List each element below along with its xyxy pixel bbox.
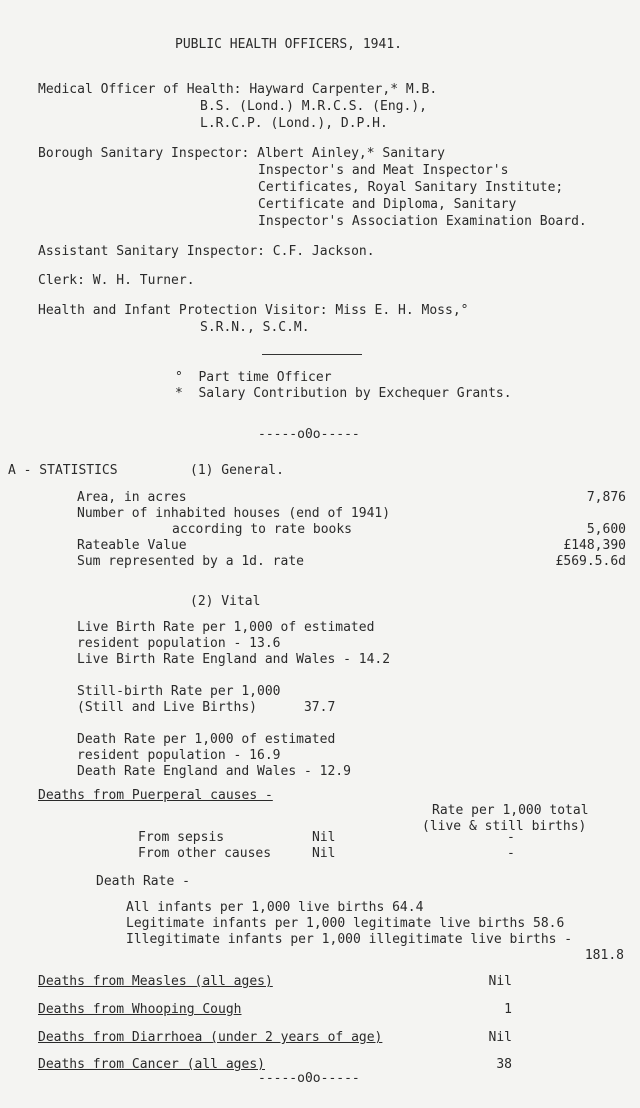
note-exchequer: * Salary Contribution by Exchequer Grants. xyxy=(175,386,512,401)
deaths-label: Deaths from Cancer (all ages) xyxy=(38,1057,265,1072)
death-rate-line: Legitimate infants per 1,000 legitimate live births 58.6 xyxy=(126,916,565,931)
deaths-value: Nil xyxy=(488,974,512,989)
puerperal-rate: - xyxy=(507,830,515,845)
general-label: according to rate books xyxy=(172,522,353,537)
vital-line: Death Rate per 1,000 of estimated xyxy=(77,732,336,747)
bsi-line: Borough Sanitary Inspector: Albert Ainley,* Sanitary xyxy=(38,146,445,161)
vital-heading: (2) Vital xyxy=(190,594,261,609)
general-label: Sum represented by a 1d. rate xyxy=(77,554,304,569)
general-label: Number of inhabited houses (end of 1941) xyxy=(77,506,391,521)
clerk: Clerk: W. H. Turner. xyxy=(38,273,195,288)
vital-line: Live Birth Rate per 1,000 of estimated xyxy=(77,620,375,635)
death-rate-heading: Death Rate - xyxy=(96,874,190,889)
general-label: Area, in acres xyxy=(77,490,187,505)
puerperal-value: Nil xyxy=(312,830,336,845)
deaths-label: Deaths from Diarrhoea (under 2 years of age) xyxy=(38,1030,383,1045)
moh-line: L.R.C.P. (Lond.), D.P.H. xyxy=(200,116,388,131)
general-value: 5,600 xyxy=(586,522,626,537)
page-title: PUBLIC HEALTH OFFICERS, 1941. xyxy=(175,37,402,52)
deaths-value: 38 xyxy=(496,1057,512,1072)
puerperal-heading: Deaths from Puerperal causes - xyxy=(38,788,273,803)
puerperal-label: From other causes xyxy=(138,846,272,861)
bsi-line: Certificates, Royal Sanitary Institute; xyxy=(258,180,564,195)
general-value: £148,390 xyxy=(563,538,626,553)
general-value: £569.5.6d xyxy=(555,554,626,569)
section-a-heading: A - STATISTICS xyxy=(8,463,118,478)
vital-line: (Still and Live Births) 37.7 xyxy=(77,700,336,715)
vital-line: resident population - 13.6 xyxy=(77,636,281,651)
puerperal-rate: - xyxy=(507,846,515,861)
rate-header: (live & still births) xyxy=(422,819,587,834)
separator: -----o0o----- xyxy=(258,1071,360,1086)
deaths-label: Deaths from Whooping Cough xyxy=(38,1002,242,1017)
bsi-line: Inspector's and Meat Inspector's xyxy=(258,163,509,178)
hipv-line: S.R.N., S.C.M. xyxy=(200,320,310,335)
puerperal-label: From sepsis xyxy=(138,830,225,845)
bsi-line: Inspector's Association Examination Board. xyxy=(258,214,587,229)
vital-line: Death Rate England and Wales - 12.9 xyxy=(77,764,351,779)
hipv-line: Health and Infant Protection Visitor: Miss E. H. Moss,° xyxy=(38,303,469,318)
note-part-time: ° Part time Officer xyxy=(175,370,332,385)
moh-line: B.S. (Lond.) M.R.C.S. (Eng.), xyxy=(200,99,427,114)
separator: -----o0o----- xyxy=(258,427,360,442)
deaths-label: Deaths from Measles (all ages) xyxy=(38,974,273,989)
vital-line: resident population - 16.9 xyxy=(77,748,281,763)
death-rate-tail: 181.8 xyxy=(584,948,624,963)
moh-line: Medical Officer of Health: Hayward Carpenter,* M.B. xyxy=(38,82,438,97)
general-label: Rateable Value xyxy=(77,538,187,553)
vital-line: Live Birth Rate England and Wales - 14.2 xyxy=(77,652,391,667)
general-heading: (1) General. xyxy=(190,463,284,478)
bsi-line: Certificate and Diploma, Sanitary xyxy=(258,197,517,212)
deaths-value: 1 xyxy=(504,1002,512,1017)
death-rate-line: Illegitimate infants per 1,000 illegitimate live births - xyxy=(126,932,573,947)
rate-header: Rate per 1,000 total xyxy=(432,803,589,818)
vital-line: Still-birth Rate per 1,000 xyxy=(77,684,281,699)
assistant-sanitary-inspector: Assistant Sanitary Inspector: C.F. Jackson. xyxy=(38,244,375,259)
deaths-value: Nil xyxy=(488,1030,512,1045)
puerperal-value: Nil xyxy=(312,846,336,861)
death-rate-line: All infants per 1,000 live births 64.4 xyxy=(126,900,424,915)
general-value: 7,876 xyxy=(586,490,626,505)
divider xyxy=(262,354,362,355)
